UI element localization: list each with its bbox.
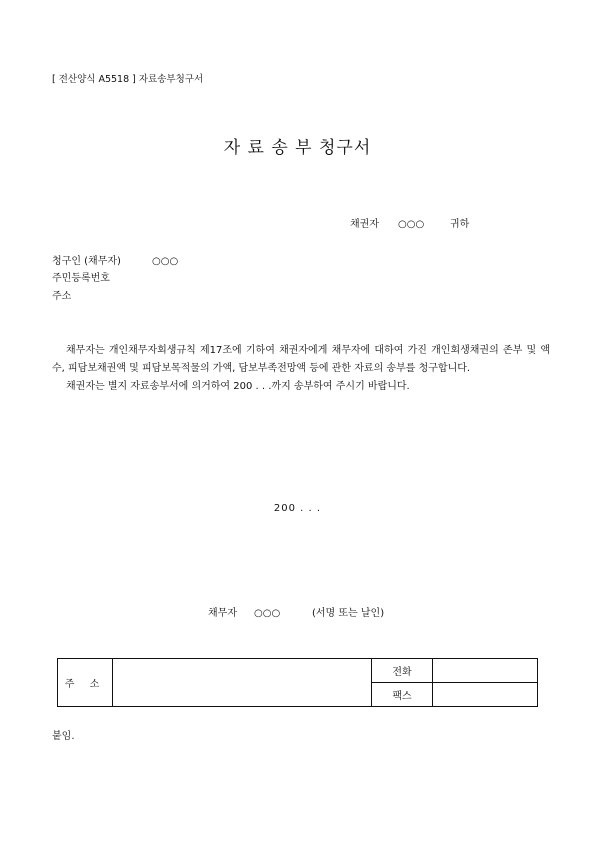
fax-label: 팩스 [372, 683, 433, 707]
body-paragraph-1: 채무자는 개인채무자회생규칙 제17조에 기하여 채권자에게 채무자에 대하여 가진 개인회생채권의 존부 및 액수, 피담보채권액 및 피담보목적물의 가액, 담보부족전망액 등에 관한 자료의 송부를 청구합니다. [52, 345, 550, 374]
requester-name: ○○○ [152, 256, 179, 267]
table-address-label: 주 소 [58, 659, 113, 707]
addressee-role: 채권자 [350, 219, 379, 230]
request-body [52, 342, 550, 396]
requester-line [52, 256, 178, 268]
contact-table [57, 658, 538, 707]
signer-name: ○○○ [254, 608, 281, 619]
fax-field[interactable] [433, 683, 538, 707]
requester-address-label: 주소 [52, 291, 72, 302]
addressee-line [350, 219, 469, 231]
requester-label: 청구인 (채무자) [52, 256, 121, 267]
document-title: 자 료 송 부 청구서 [223, 138, 372, 158]
body-paragraph-2: 채권자는 별지 자료송부서에 의거하여 200 . . .까지 송부하여 주시기 바랍니다. [66, 381, 410, 392]
phone-label: 전화 [372, 659, 433, 683]
addressee-honorific: 귀하 [450, 219, 470, 230]
signature-line [208, 608, 384, 620]
phone-field[interactable] [433, 659, 538, 683]
attachment-label: 붙임. [52, 731, 75, 742]
addressee-name: ○○○ [398, 219, 425, 230]
resident-number-label: 주민등록번호 [52, 273, 110, 284]
address-field[interactable] [113, 659, 372, 707]
signer-role: 채무자 [208, 608, 237, 619]
form-identifier: [ 전산양식 A5518 ] 자료송부청구서 [52, 74, 204, 85]
date-line: 200 . . . [273, 503, 322, 514]
signature-note: (서명 또는 날인) [312, 608, 385, 619]
